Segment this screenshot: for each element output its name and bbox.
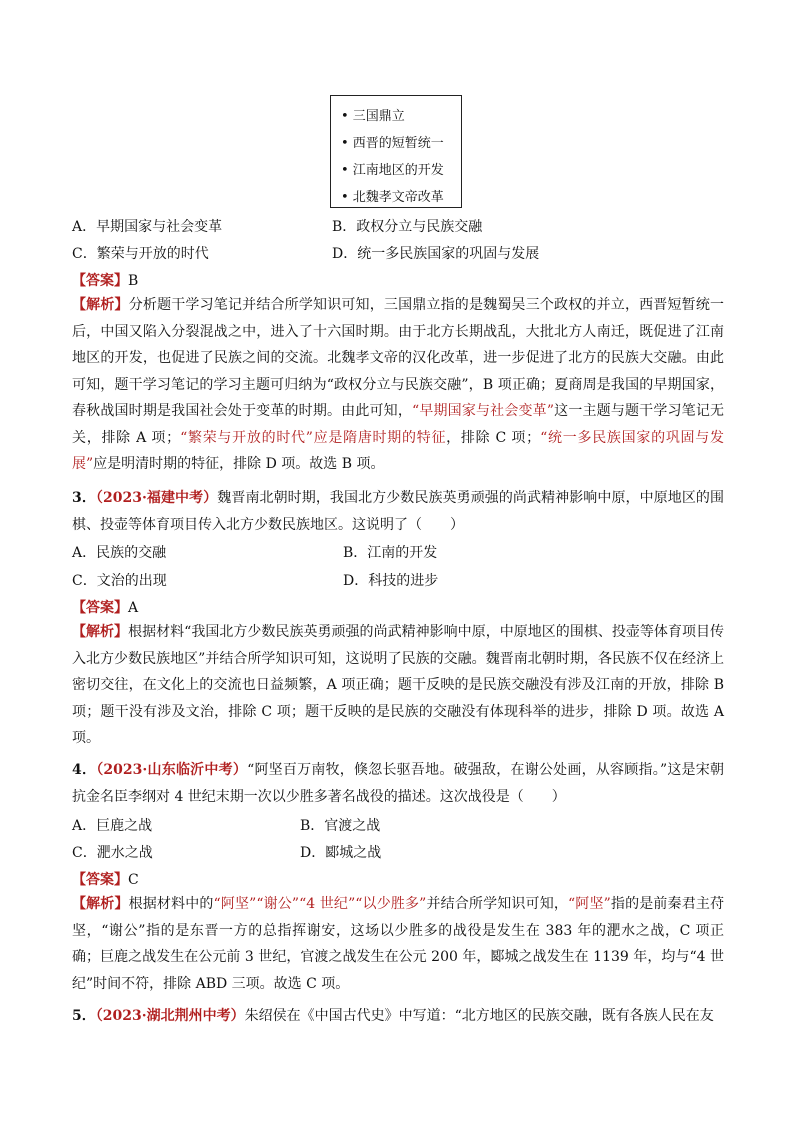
note-item: • 江南地区的开发 [341,163,444,178]
analysis-text: 根据材料“我国北方少数民族英勇顽强的尚武精神影响中原，中原地区的围棋、投壶等体育项目传入北方少数民族地区”并结合所学知识可知，这说明了民族的交融。魏晋南北朝时期，各民族不仅在经济上密切交往，在文化上的交流也日益频繁，A 项正确；题干反映的是民族交融没有涉及江南的开放，排除 B 项；题干没有涉及文治，排除 C 项；题干反映的是民族的交融没有体现科举的进步，排除 D 项。故选 A 项。 [72,624,725,746]
q4-analysis [72,891,724,997]
analysis-text: 分析题干学习笔记并结合所学知识可知，三国鼎立指的是魏蜀吴三个政权的并立，西晋短暂统一后，中国又陷入分裂混战之中，进入了十六国时期。由于北方长期战乱，大批北方人南迁，既促进了江南地区的开发，也促进了民族之间的交流。北魏孝文帝的汉化改革，进一步促进了北方的民族大交融。由此可知，题干学习笔记的学习主题可归纳为“政权分立与民族交融”，B 项正确；夏商周是我国的早期国家，春秋战国时期是我国社会处于变革的时期。由此可知， [72,297,725,419]
q2-analysis [72,292,724,478]
q3-option-a: A．民族的交融 [72,545,167,561]
q4-option-b: B．官渡之战 [300,818,381,834]
question-number: 4． [72,762,97,778]
note-item: • 西晋的短暂统一 [341,136,444,151]
analysis-text: 指的是东晋一方的总指挥谢安，这场以少胜多的战役是发生在 383 年的淝水之战，C 项正确；巨鹿之战发生在公元前 3 世纪，官渡之战发生在公元 200 年，郾城之战发生在 1139 年，均与“4 世纪”时间不符，排除 ABD 三项。故选 C 项。 [72,922,724,992]
note-item: • 北魏孝文帝改革 [341,190,444,205]
question-text: “阿坚百万南牧，倏忽长驱吾地。破强敌，在谢公处画，从容顾指。”这是宋朝抗金名臣李纲对 4 世纪末期一次以少胜多著名战役的描述。这次战役是（ ） [72,762,725,805]
answer-value: C [128,872,139,888]
answer-label: 【答案】 [72,872,128,888]
question-source: （2023·山东临沂中考） [96,762,248,778]
q3-answer [72,597,138,617]
analysis-text: 根据材料中的 [128,896,214,912]
q4-option-c: C．淝水之战 [72,845,153,861]
analysis-text: ，排除 C 项； [446,429,541,446]
q2-option-c: C．繁荣与开放的时代 [72,246,209,262]
analysis-text: “谢公” [101,922,146,939]
answer-label: 【答案】 [72,600,128,616]
q3-stem [72,485,724,538]
q5-stem [72,1003,724,1030]
analysis-text: 并结合所学知识可知， [426,896,568,912]
analysis-text: 应是明清时期的特征，排除 D 项。故选 B 项。 [93,456,385,472]
analysis-highlight: “早期国家与社会变革” [412,403,554,419]
q4-stem [72,757,724,810]
analysis-highlight: “阿坚”“谢公”“4 世纪”“以少胜多” [213,896,427,912]
study-note-box [330,95,462,208]
analysis-text: 指的是前秦君主苻坚， [72,896,725,939]
q3-option-c: C．文治的出现 [72,573,167,589]
analysis-highlight: “统一多民族国家的巩固与发展” [72,429,724,472]
q3-option-d: D．科技的进步 [343,573,439,589]
question-source: （2023·湖北荆州中考） [95,1008,245,1024]
q4-option-a: A．巨鹿之战 [72,818,153,834]
q3-option-b: B．江南的开发 [343,545,438,561]
answer-value: B [128,273,139,289]
question-source: （2023·福建中考） [95,490,218,506]
note-item: • 三国鼎立 [341,109,405,124]
q2-option-a: A．早期国家与社会变革 [72,219,223,235]
answer-value: A [128,600,139,616]
q3-analysis [72,619,724,752]
analysis-label: 【解析】 [72,297,129,313]
analysis-label: 【解析】 [72,624,129,640]
answer-label: 【答案】 [72,273,128,289]
analysis-text: 这一主题与题干学习笔记无关，排除 A 项； [72,403,725,446]
q2-option-d: D．统一多民族国家的巩固与发展 [332,246,540,262]
analysis-label: 【解析】 [72,896,129,912]
q4-option-d: D．郾城之战 [300,845,382,861]
q2-answer [72,270,138,290]
analysis-highlight: “阿坚” [568,896,611,912]
question-number: 3． [72,490,96,506]
question-text: 魏晋南北朝时期，我国北方少数民族英勇顽强的尚武精神影响中原，中原地区的围棋、投壶等体育项目传入北方少数民族地区。这说明了（ ） [72,490,725,533]
q2-option-b: B．政权分立与民族交融 [332,219,483,235]
question-number: 5． [72,1008,96,1024]
q4-answer [72,869,139,889]
analysis-highlight: “繁荣与开放的时代”应是隋唐时期的特征 [180,429,447,446]
question-text: 朱绍侯在《中国古代史》中写道：“北方地区的民族交融，既有各族人民在友 [244,1008,714,1024]
